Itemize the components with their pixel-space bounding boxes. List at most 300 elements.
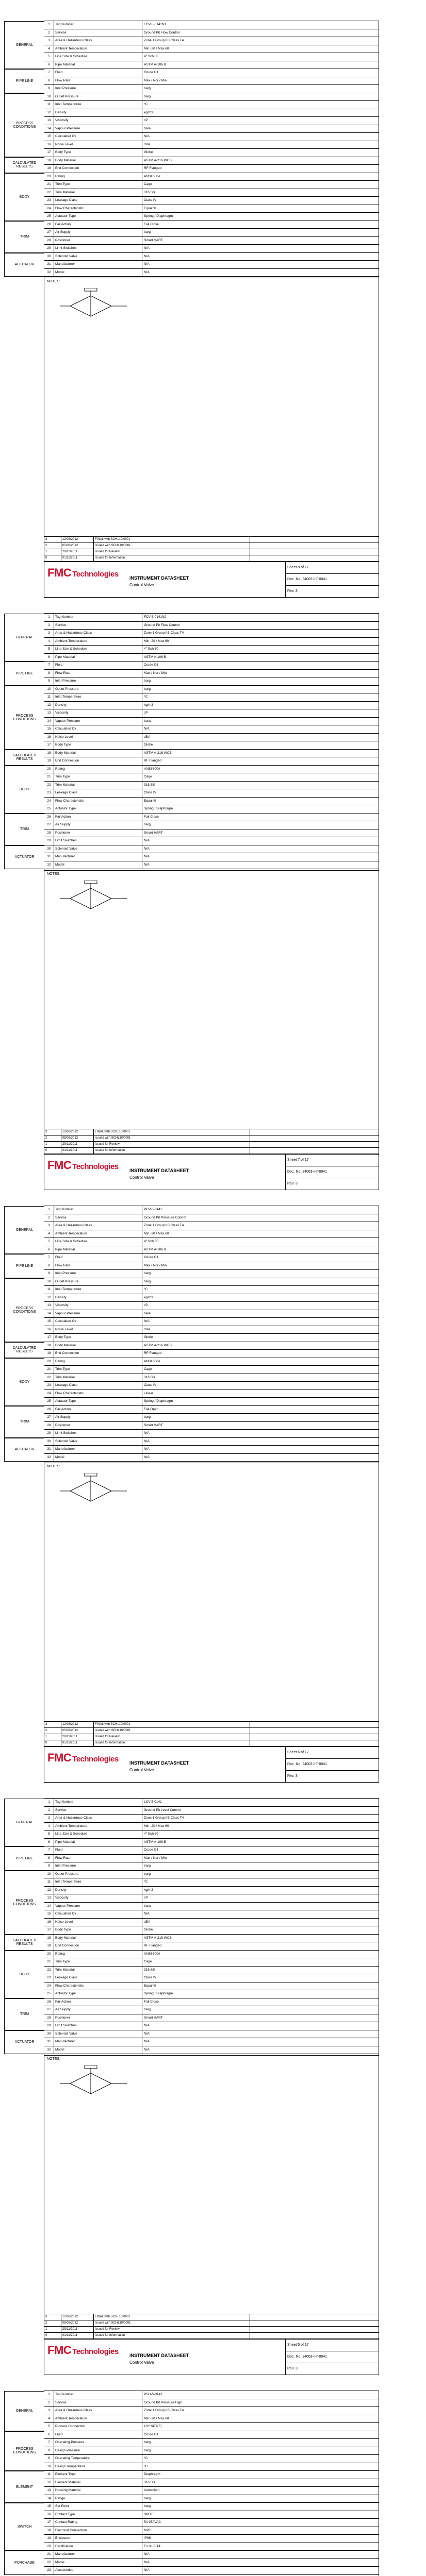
table-row <box>44 2022 379 2030</box>
table-row <box>44 2030 379 2039</box>
notes: NOTES: <box>44 870 379 877</box>
row-value: 4" Sch 80 <box>144 1240 158 1243</box>
revision-cell: 1 <box>44 1142 61 1147</box>
row-number: 25 <box>44 1398 54 1405</box>
table-row <box>44 1438 379 1446</box>
row-value: N/A <box>144 2552 150 2556</box>
row-number: 15 <box>44 133 54 141</box>
row-label: Manufacturer <box>54 853 142 861</box>
row-value: Max / Nor / Min <box>144 1263 167 1267</box>
row-number: 13 <box>44 2487 54 2495</box>
row-label: Outlet Pressure <box>54 1278 142 1286</box>
row-label: Density <box>54 1887 142 1894</box>
row-value: Smart HART <box>144 2015 163 2020</box>
datasheet-table <box>44 2391 379 2575</box>
doc-number: 24003-I-7-0041 <box>302 578 327 581</box>
table-row <box>44 614 379 622</box>
row-value: barg <box>144 1872 151 1876</box>
row-number: 18 <box>44 1342 54 1350</box>
revision-table <box>44 2314 379 2338</box>
section-label: ACTUATOR <box>4 845 44 870</box>
row-label: Inlet Pressure <box>54 1270 142 1278</box>
table-row <box>44 197 379 205</box>
revision-cell: 12/03/2012 <box>61 2314 94 2320</box>
row-label: Design Temperature <box>54 2463 142 2471</box>
row-label: Service <box>54 29 142 37</box>
row-number: 23 <box>44 197 54 205</box>
row-number: 13 <box>44 709 54 717</box>
table-row <box>44 2391 379 2399</box>
row-label: Manufacturer <box>54 2038 142 2046</box>
table-row <box>44 789 379 798</box>
row-value: °C <box>144 1880 148 1884</box>
table-row <box>44 1302 379 1310</box>
table-row <box>44 1894 379 1903</box>
row-label: Trim Material <box>54 1374 142 1382</box>
row-number: 17 <box>44 1926 54 1934</box>
row-number: 13 <box>44 1894 54 1902</box>
doc-no-label: Doc. No. <box>287 1762 302 1766</box>
row-number: 28 <box>44 1422 54 1430</box>
row-number: 21 <box>44 181 54 189</box>
table-row <box>44 1326 379 1334</box>
table-row <box>44 1919 379 1927</box>
row-value: FCV-5-0141N1 <box>144 23 167 26</box>
row-number: 17 <box>44 1334 54 1342</box>
row-value: barg <box>144 1279 151 1283</box>
row-value: 5A 250VAC <box>144 2520 161 2524</box>
table-row <box>44 149 379 157</box>
row-number: 16 <box>44 141 54 149</box>
sheet-info <box>285 1155 379 1190</box>
row-label: Noise Level <box>54 141 142 149</box>
revision-cell: FINAL with SCHL10/0001 <box>94 537 250 543</box>
row-number: 4 <box>44 45 54 53</box>
row-value: Max / Nor / Min <box>144 1856 167 1860</box>
revision-cell: 29/11/2011 <box>61 549 94 555</box>
row-label: Outlet Pressure <box>54 686 142 693</box>
row-number: 8 <box>44 1262 54 1270</box>
row-number: 6 <box>44 1839 54 1846</box>
row-value: kg/m3 <box>144 1888 153 1892</box>
table-row <box>44 2551 379 2559</box>
row-value: Zone 1 Group IIB Class T4 <box>144 2409 184 2412</box>
row-number: 1 <box>44 614 54 621</box>
row-value: Class IV <box>144 791 157 794</box>
row-value: Fail Close <box>144 1999 159 2004</box>
datasheet-page <box>12 21 379 598</box>
table-row <box>44 29 379 38</box>
table-row <box>44 2455 379 2463</box>
section-label: GENERAL <box>4 1799 44 1846</box>
row-label: Model <box>54 861 142 869</box>
row-value: N/A <box>144 1439 150 1443</box>
datasheet-title: INSTRUMENT DATASHEET <box>129 1168 189 1173</box>
table-row <box>44 2527 379 2535</box>
row-label: Area & Hazardous Class <box>54 2407 142 2415</box>
section-label: CALCULATED RESULTS <box>4 750 44 766</box>
section-label: TRIM <box>4 1998 44 2030</box>
row-number: 28 <box>44 237 54 245</box>
section-label: PIPE LINE <box>4 69 44 93</box>
table-row <box>44 718 379 726</box>
table-row <box>44 1799 379 1807</box>
row-label: Rating <box>54 766 142 773</box>
row-number: 6 <box>44 1246 54 1254</box>
section-label: CALCULATED RESULTS <box>4 1342 44 1358</box>
row-value: barg <box>144 94 151 98</box>
table-row <box>44 1815 379 1823</box>
row-number: 12 <box>44 2479 54 2487</box>
table-row <box>44 173 379 181</box>
title-block <box>44 1154 379 1190</box>
table-row <box>44 165 379 173</box>
row-label: Positioner <box>54 237 142 245</box>
row-label: Leakage Class <box>54 789 142 797</box>
row-label: Area & Hazardous Class <box>54 1815 142 1822</box>
table-row <box>44 2503 379 2511</box>
row-number: 30 <box>44 2030 54 2038</box>
row-label: Model <box>54 269 142 277</box>
row-label: Actuator Type <box>54 1990 142 1998</box>
row-number: 5 <box>44 1238 54 1246</box>
row-value: Min -20 / Max 60 <box>144 1231 169 1235</box>
row-label: Element Material <box>54 2479 142 2487</box>
revision-cell: 0 <box>44 2333 61 2338</box>
datasheet-subtitle: Control Valve <box>129 2360 154 2365</box>
row-value: °C <box>144 1287 148 1291</box>
row-value: 316 SS <box>144 1375 155 1379</box>
row-value: 316 SS <box>144 1968 155 1972</box>
table-row <box>44 1310 379 1318</box>
sheet-number: 6 of 17 <box>298 1751 309 1754</box>
row-number: 12 <box>44 1294 54 1302</box>
table-row <box>44 782 379 790</box>
row-label: Service <box>54 1214 142 1222</box>
row-value: Globe <box>144 150 153 154</box>
row-number: 1 <box>44 1799 54 1806</box>
row-number: 29 <box>44 2022 54 2030</box>
row-label: Model <box>54 2046 142 2054</box>
row-value: Spring / Diaphragm <box>144 1992 173 1995</box>
row-number: 23 <box>44 1382 54 1389</box>
table-row <box>44 1910 379 1919</box>
section-label: PIPE LINE <box>4 662 44 686</box>
row-value: 4" Sch 80 <box>144 1832 158 1836</box>
row-number: 25 <box>44 213 54 221</box>
revision-row <box>44 1734 379 1740</box>
row-number: 7 <box>44 1254 54 1262</box>
revision-cell: 05/03/2012 <box>61 1136 94 1141</box>
table-row <box>44 101 379 109</box>
row-label: Housing Material <box>54 2487 142 2495</box>
row-value: ASTM A-106 B <box>144 1247 166 1251</box>
revision-cell: 01/11/2011 <box>61 1148 94 1154</box>
datasheet-subtitle: Control Valve <box>129 583 154 587</box>
row-label: Viscosity <box>54 1302 142 1310</box>
row-value: N/A <box>144 246 150 250</box>
row-number: 11 <box>44 2471 54 2479</box>
datasheet-title: INSTRUMENT DATASHEET <box>129 2353 189 2358</box>
row-value: N/A <box>144 1431 150 1435</box>
row-value: Linear <box>144 1391 154 1395</box>
row-number: 8 <box>44 1855 54 1862</box>
table-row <box>44 1974 379 1982</box>
row-value: Max / Nor / Min <box>144 671 167 675</box>
row-label: Line Size & Schedule <box>54 646 142 653</box>
row-label: Calculated Cv <box>54 1910 142 1918</box>
row-label: Inlet Pressure <box>54 677 142 685</box>
row-number: 21 <box>44 2551 54 2558</box>
row-value: Fail Close <box>144 815 159 819</box>
revision-row <box>44 1141 379 1147</box>
row-value: 316 SS <box>144 190 155 194</box>
row-label: Solenoid Valve <box>54 253 142 261</box>
row-label: Flow Rate <box>54 670 142 677</box>
row-number: 26 <box>44 814 54 821</box>
sheet-number: 8 of 17 <box>298 566 309 569</box>
section-label: CALCULATED RESULTS <box>4 157 44 173</box>
row-number: 11 <box>44 693 54 701</box>
row-value: Class IV <box>144 198 157 202</box>
section-label: GENERAL <box>4 21 44 69</box>
row-label: Design Pressure <box>54 2447 142 2455</box>
row-number: 20 <box>44 173 54 181</box>
row-label: Leakage Class <box>54 197 142 205</box>
table-row <box>44 109 379 117</box>
table-row <box>44 741 379 750</box>
row-number: 16 <box>44 1326 54 1334</box>
row-value: barg <box>144 823 151 826</box>
revision-row <box>44 1740 379 1746</box>
table-row <box>44 2535 379 2543</box>
table-row <box>44 1967 379 1975</box>
table-row <box>44 1926 379 1935</box>
revision-row <box>44 549 379 555</box>
section-label: ACTUATOR <box>4 1438 44 1462</box>
row-number: 9 <box>44 1862 54 1870</box>
revision-cell: 12/03/2012 <box>61 537 94 543</box>
row-label: Flow Characteristic <box>54 1982 142 1990</box>
doc-no-label: Doc. No. <box>287 2355 302 2359</box>
section-label: SWITCH <box>4 2503 44 2551</box>
row-label: Flow Characteristic <box>54 798 142 805</box>
row-value: N/A <box>144 2040 150 2043</box>
row-number: 17 <box>44 149 54 157</box>
row-label: Viscosity <box>54 709 142 717</box>
row-value: Ground Pit Pressure Control <box>144 1215 186 1219</box>
row-value: N/A <box>144 862 150 867</box>
row-label: Noise Level <box>54 1326 142 1334</box>
table-row <box>44 1222 379 1230</box>
section-label: BODY <box>4 1951 44 1998</box>
row-label: Line Size & Schedule <box>54 1831 142 1838</box>
table-row <box>44 1398 379 1406</box>
row-label: Line Size & Schedule <box>54 53 142 61</box>
row-value: 316 SS <box>144 783 155 787</box>
row-value: Zone 1 Group IIB Class T4 <box>144 39 184 42</box>
row-label: Air Supply <box>54 229 142 236</box>
revision-cell: 29/11/2011 <box>61 1734 94 1740</box>
row-number: 26 <box>44 1406 54 1414</box>
valve-symbol-icon <box>60 2065 127 2102</box>
section-label: ACTUATOR <box>4 2030 44 2055</box>
datasheet-page <box>12 1206 379 1783</box>
datasheet-table <box>44 1799 379 2054</box>
revision-cell: 01/11/2011 <box>61 555 94 561</box>
row-label: Line Size & Schedule <box>54 1238 142 1246</box>
table-row <box>44 1990 379 1998</box>
table-row <box>44 245 379 253</box>
row-number: 8 <box>44 670 54 677</box>
row-value: Zone 1 Group IIB Class T4 <box>144 631 184 635</box>
row-value: cP <box>144 1896 148 1900</box>
row-label: Density <box>54 109 142 117</box>
datasheet-page <box>13 2391 379 2576</box>
row-number: 9 <box>44 85 54 93</box>
table-row <box>44 1942 379 1951</box>
table-row <box>44 2006 379 2014</box>
row-value: N/A <box>144 727 150 731</box>
revision-cell: Issued with SCHL10/0001 <box>94 1728 250 1734</box>
row-number: 15 <box>44 725 54 733</box>
section-label: PROCESS CONDITIONS <box>4 93 44 157</box>
table-row <box>44 77 379 86</box>
revision-cell: Issued for Information <box>94 1740 250 1746</box>
row-value: ASTM A-216 WCB <box>144 1343 172 1347</box>
sheet-label: Sheet <box>287 1158 297 1162</box>
row-value: kg/m3 <box>144 110 153 114</box>
row-value: Fail Close <box>144 222 159 226</box>
table-row <box>44 205 379 213</box>
doc-number: 24003-I-7-0041 <box>302 1170 327 1174</box>
rev-number: 3 <box>295 1182 298 1185</box>
row-label: End Connection <box>54 165 142 173</box>
table-row <box>44 757 379 766</box>
table-row <box>44 141 379 149</box>
row-label: Air Supply <box>54 2006 142 2014</box>
row-number: 10 <box>44 686 54 693</box>
table-row <box>44 725 379 734</box>
row-number: 20 <box>44 1951 54 1958</box>
row-number: 21 <box>44 773 54 781</box>
row-number: 6 <box>44 61 54 69</box>
row-number: 6 <box>44 2431 54 2439</box>
row-label: Body Type <box>54 1926 142 1934</box>
row-label: Flow Characteristic <box>54 1390 142 1398</box>
row-value: N/A <box>144 2031 150 2036</box>
doc-no-label: Doc. No. <box>287 578 302 581</box>
row-value: 4" Sch 80 <box>144 647 158 651</box>
row-value: Equal % <box>144 1984 157 1988</box>
row-number: 17 <box>44 2519 54 2527</box>
row-number: 4 <box>44 638 54 646</box>
row-number: 5 <box>44 2423 54 2431</box>
table-row <box>44 2014 379 2023</box>
row-label: Fluid <box>54 69 142 77</box>
row-label: Ambient Temperature <box>54 1823 142 1831</box>
row-number: 27 <box>44 229 54 236</box>
row-label: Manufacturer <box>54 261 142 268</box>
section-label: TRIM <box>4 1406 44 1438</box>
table-row <box>44 1238 379 1246</box>
row-value: N/A <box>144 855 150 858</box>
row-label: Body Material <box>54 750 142 757</box>
row-number: 10 <box>44 93 54 101</box>
row-number: 24 <box>44 205 54 213</box>
row-label: Service <box>54 622 142 630</box>
table-row <box>44 1406 379 1414</box>
rev-label: Rev. <box>287 2367 294 2370</box>
table-row <box>44 638 379 646</box>
row-number: 23 <box>44 2567 54 2574</box>
row-value: barg <box>144 687 151 691</box>
row-value: ASTM A-216 WCB <box>144 158 172 162</box>
section-label: GENERAL <box>4 1206 44 1254</box>
row-label: Rating <box>54 1951 142 1958</box>
datasheet-title: INSTRUMENT DATASHEET <box>129 1760 189 1766</box>
row-number: 24 <box>44 798 54 805</box>
row-value: barg <box>144 2504 151 2508</box>
row-number: 18 <box>44 2527 54 2535</box>
revision-cell: 2 <box>44 1728 61 1734</box>
row-value: Fail Open <box>144 1407 159 1411</box>
row-value: Aluminium <box>144 2488 160 2492</box>
row-number: 14 <box>44 1310 54 1318</box>
row-value: ASTM A-216 WCB <box>144 751 172 755</box>
row-number: 9 <box>44 677 54 685</box>
datasheet-table <box>44 614 379 869</box>
table-row <box>44 1286 379 1294</box>
row-value: Cage <box>144 1367 152 1371</box>
table-row <box>44 45 379 54</box>
row-value: RF Flanged <box>144 759 161 762</box>
row-value: FCV-5-0141N2 <box>144 615 167 619</box>
row-value: cP <box>144 711 148 715</box>
row-value: N/A <box>144 1912 150 1916</box>
row-label: Positioner <box>54 2014 142 2022</box>
row-value: Ground Pit Pressure High <box>144 2400 183 2404</box>
table-row <box>44 1262 379 1270</box>
row-number: 3 <box>44 630 54 637</box>
row-label: Limit Switches <box>54 1430 142 1437</box>
table-row <box>44 814 379 822</box>
section-label: BODY <box>4 766 44 814</box>
revision-cell: Issued for Review <box>94 1142 250 1147</box>
table-row <box>44 693 379 702</box>
row-label: Density <box>54 702 142 709</box>
row-label: Actuator Type <box>54 1398 142 1405</box>
row-label: Fluid <box>54 662 142 669</box>
row-value: Diaphragm <box>144 2472 160 2476</box>
rev-number: 3 <box>295 2367 298 2370</box>
row-label: Ambient Temperature <box>54 638 142 646</box>
table-row <box>44 1422 379 1430</box>
rev-number: 3 <box>295 1774 298 1778</box>
row-label: Calculated Cv <box>54 133 142 141</box>
table-row <box>44 2463 379 2471</box>
row-label: Trim Material <box>54 1967 142 1974</box>
table-row <box>44 1342 379 1350</box>
table-row <box>44 805 379 814</box>
table-row <box>44 1430 379 1438</box>
row-number: 3 <box>44 37 54 45</box>
row-value: kg/m3 <box>144 1295 153 1299</box>
row-value: Crude Oil <box>144 1848 158 1852</box>
row-value: Ground Pit Flow Control <box>144 623 180 627</box>
sheet-label: Sheet <box>287 1751 297 1754</box>
revision-cell: 3 <box>44 1129 61 1135</box>
